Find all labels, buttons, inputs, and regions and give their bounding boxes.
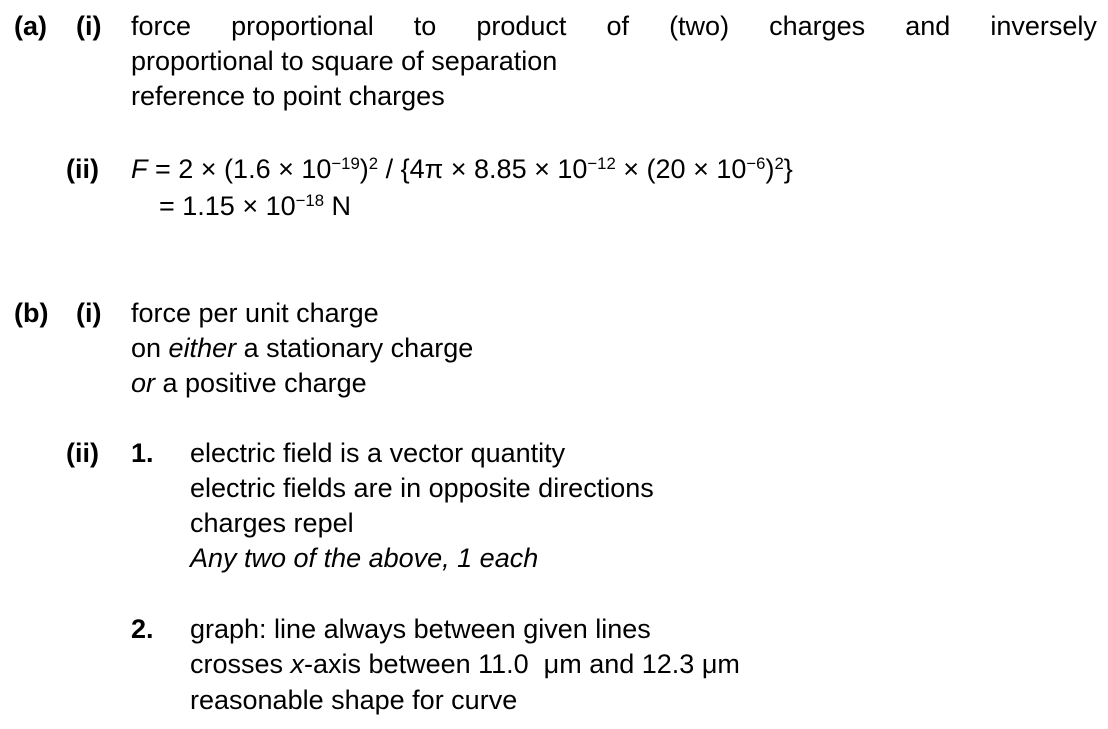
item-1-line-2: electric fields are in opposite directions — [190, 473, 654, 503]
part-a-label: (a) — [14, 11, 47, 41]
marking-note: Any two of the above, 1 each — [190, 543, 539, 573]
word: force — [131, 11, 192, 41]
word: to — [413, 11, 437, 41]
force-symbol: F — [131, 154, 148, 184]
part-b-ii-label: (ii) — [66, 438, 99, 468]
part-b-i-line-2: on either a stationary charge — [131, 333, 474, 363]
item-2-number: 2. — [131, 614, 154, 644]
force-result: = $1.15 \times 10^{-18}$ N — [159, 190, 352, 221]
word: of — [606, 11, 629, 41]
part-a-i-line-1 — [131, 13, 1097, 40]
word: (two) — [669, 11, 730, 41]
word: proportional — [231, 11, 374, 41]
part-a-ii-label: (ii) — [66, 154, 99, 184]
part-a-i-label: (i) — [76, 11, 102, 41]
item-1-line-1: electric field is a vector quantity — [190, 438, 566, 468]
word: product — [476, 11, 567, 41]
part-b-label: (b) — [14, 298, 49, 328]
item-2-line-2: crosses x-axis between 11.0 μm and 12.3 μm — [190, 649, 740, 679]
word: inversely — [990, 11, 1097, 41]
part-a-i-line-3: reference to point charges — [131, 81, 445, 111]
item-1-line-3: charges repel — [190, 508, 354, 538]
item-2-line-3: reasonable shape for curve — [190, 685, 518, 715]
part-b-i-line-1: force per unit charge — [131, 298, 379, 328]
item-1-number: 1. — [131, 438, 154, 468]
word: and — [905, 11, 951, 41]
part-b-i-line-3: or a positive charge — [131, 368, 367, 398]
part-b-i-label: (i) — [76, 298, 102, 328]
item-2-line-1: graph: line always between given lines — [190, 614, 651, 644]
part-a-i-line-2: proportional to square of separation — [131, 46, 558, 76]
coulomb-equation: $F = 2 \times (1.6 \times 10^{-19})^2 / \{4\pi \times 8.85 \times 10^{-12} \times (20 \times 10^{-6})^2\}$ — [131, 153, 793, 184]
word: charges — [769, 11, 866, 41]
